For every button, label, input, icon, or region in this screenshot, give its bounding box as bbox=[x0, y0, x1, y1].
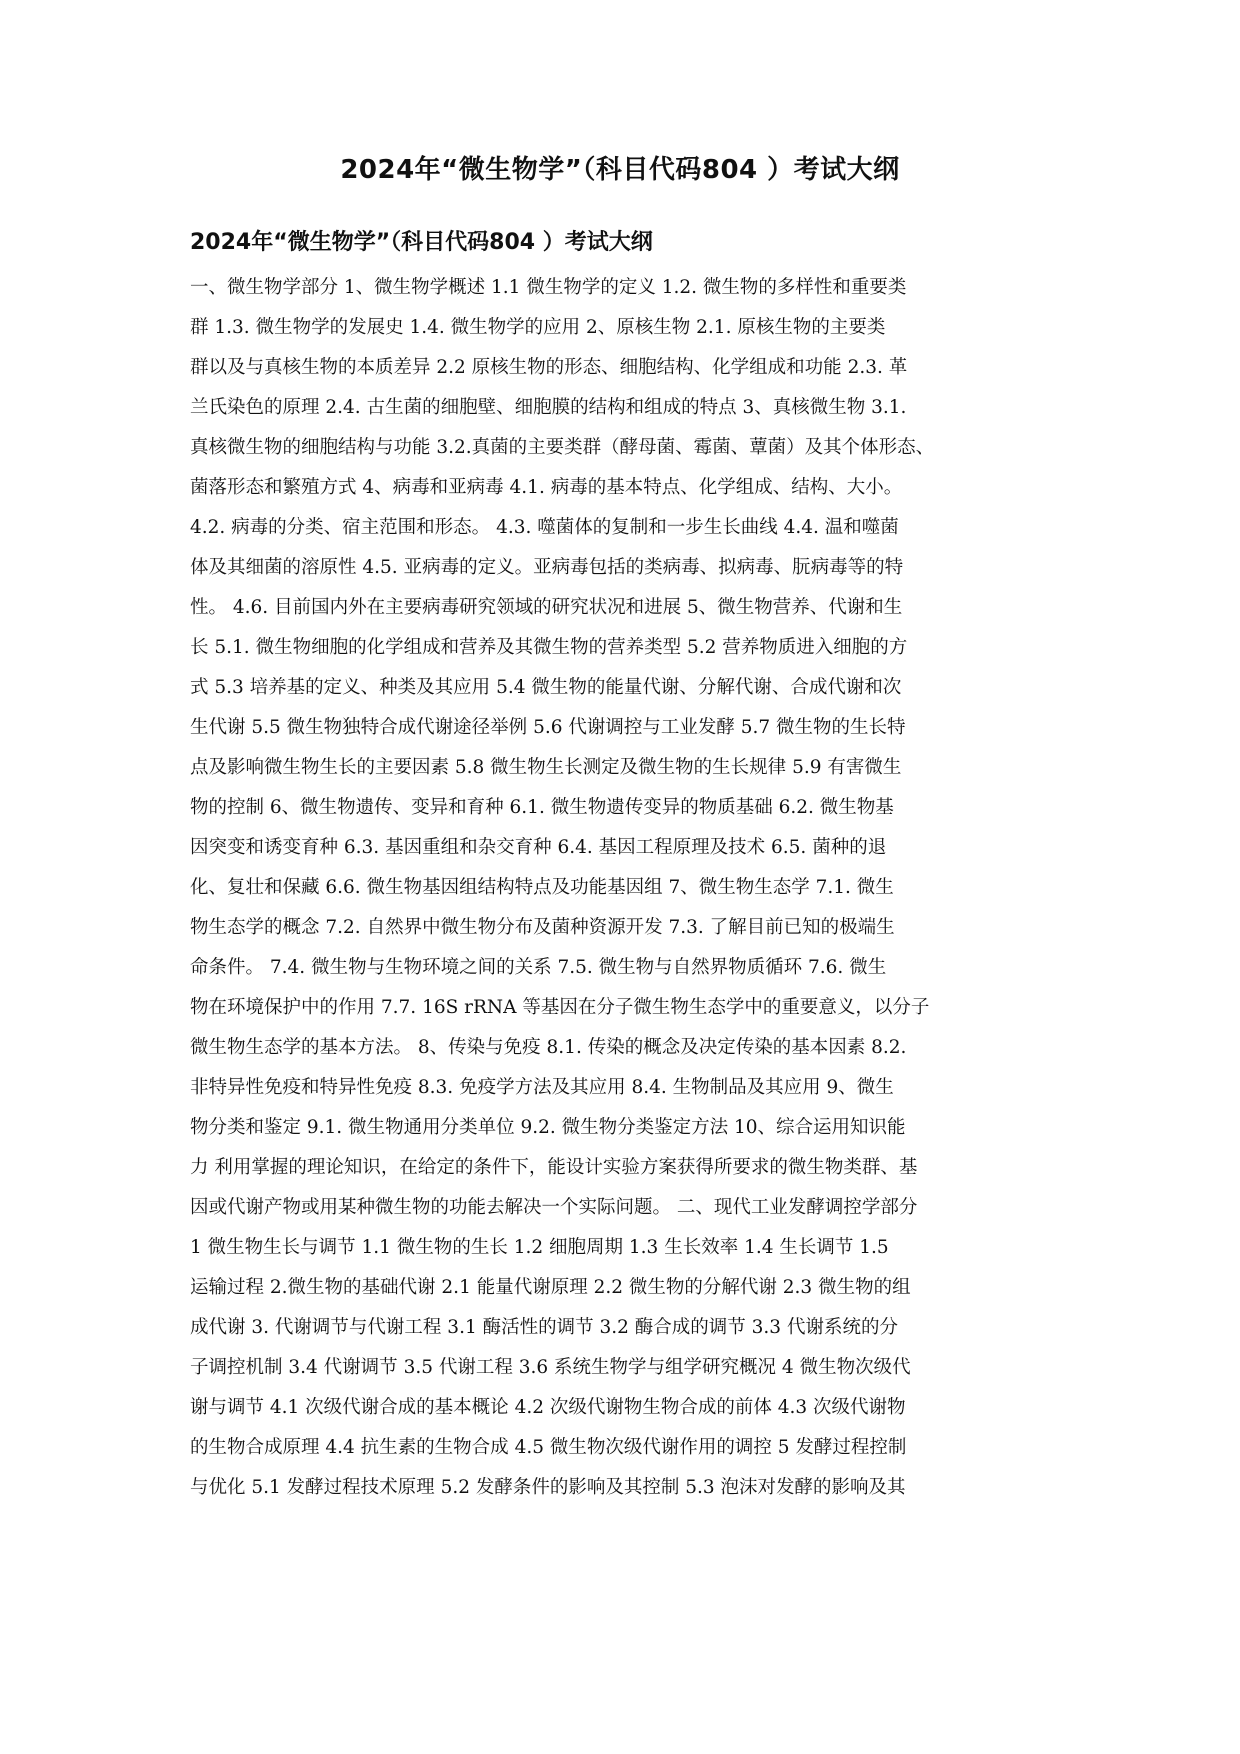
body-line: 子调控机制 3.4 代谢调节 3.5 代谢工程 3.6 系统生物学与组学研究概况 4 微生物次级代 bbox=[190, 1357, 911, 1378]
body-line: 物在环境保护中的作用 7.7. 16S rRNA 等基因在分子微生物生态学中的重要意义，以分子 bbox=[190, 997, 930, 1018]
body-line: 式 5.3 培养基的定义、种类及其应用 5.4 微生物的能量代谢、分解代谢、合成代谢和次 bbox=[190, 677, 902, 698]
body-line: 群以及与真核生物的本质差异 2.2 原核生物的形态、细胞结构、化学组成和功能 2.3. 革 bbox=[190, 357, 908, 378]
body-line: 与优化 5.1 发酵过程技术原理 5.2 发酵条件的影响及其控制 5.3 泡沫对发酵的影响及其 bbox=[190, 1477, 906, 1498]
body-line: 非特异性免疫和特异性免疫 8.3. 免疫学方法及其应用 8.4. 生物制品及其应用 9、微生 bbox=[190, 1077, 894, 1098]
body-line: 物生态学的概念 7.2. 自然界中微生物分布及菌种资源开发 7.3. 了解目前已知的极端生 bbox=[190, 917, 895, 938]
body-line: 生代谢 5.5 微生物独特合成代谢途径举例 5.6 代谢调控与工业发酵 5.7 微生物的生长特 bbox=[190, 717, 906, 738]
body-line: 因或代谢产物或用某种微生物的功能去解决一个实际问题。 二、现代工业发酵调控学部分 bbox=[190, 1197, 918, 1218]
body-line: 点及影响微生物生长的主要因素 5.8 微生物生长测定及微生物的生长规律 5.9 有害微生 bbox=[190, 757, 902, 778]
body-line: 谢与调节 4.1 次级代谢合成的基本概论 4.2 次级代谢物生物合成的前体 4.3 次级代谢物 bbox=[190, 1397, 906, 1418]
body-line: 微生物生态学的基本方法。 8、传染与免疫 8.1. 传染的概念及决定传染的基本因素 8.2. bbox=[190, 1037, 907, 1058]
body-line: 力 利用掌握的理论知识，在给定的条件下，能设计实验方案获得所要求的微生物类群、基 bbox=[190, 1157, 918, 1178]
body-line: 4.2. 病毒的分类、宿主范围和形态。 4.3. 噬菌体的复制和一步生长曲线 4.4. 温和噬菌 bbox=[190, 517, 899, 538]
body-line: 的生物合成原理 4.4 抗生素的生物合成 4.5 微生物次级代谢作用的调控 5 发酵过程控制 bbox=[190, 1437, 907, 1458]
body-line: 命条件。 7.4. 微生物与生物环境之间的关系 7.5. 微生物与自然界物质循环 7.6. 微生 bbox=[190, 957, 887, 978]
body-line: 菌落形态和繁殖方式 4、病毒和亚病毒 4.1. 病毒的基本特点、化学组成、结构、大小。 bbox=[190, 477, 903, 498]
body-line: 群 1.3. 微生物学的发展史 1.4. 微生物学的应用 2、原核生物 2.1. 原核生物的主要类 bbox=[190, 317, 886, 338]
body-line: 因突变和诱变育种 6.3. 基因重组和杂交育种 6.4. 基因工程原理及技术 6.5. 菌种的退 bbox=[190, 837, 887, 858]
body-line: 长 5.1. 微生物细胞的化学组成和营养及其微生物的营养类型 5.2 营养物质进入细胞的方 bbox=[190, 637, 908, 658]
body-line: 真核微生物的细胞结构与功能 3.2.真菌的主要类群（酵母菌、霉菌、蕈菌）及其个体形态、 bbox=[190, 437, 935, 458]
body-line: 兰氏染色的原理 2.4. 古生菌的细胞壁、细胞膜的结构和组成的特点 3、真核微生物 3.1. bbox=[190, 397, 907, 418]
body-line: 1 微生物生长与调节 1.1 微生物的生长 1.2 细胞周期 1.3 生长效率 1.4 生长调节 1.5 bbox=[190, 1237, 889, 1258]
body-line: 性。 4.6. 目前国内外在主要病毒研究领域的研究状况和进展 5、微生物营养、代谢和生 bbox=[190, 597, 903, 618]
body-line: 化、复壮和保藏 6.6. 微生物基因组结构特点及功能基因组 7、微生物生态学 7.1. 微生 bbox=[190, 877, 894, 898]
body-line: 物的控制 6、微生物遗传、变异和育种 6.1. 微生物遗传变异的物质基础 6.2. 微生物基 bbox=[190, 797, 894, 818]
body-line: 一、微生物学部分 1、微生物学概述 1.1 微生物学的定义 1.2. 微生物的多样性和重要类 bbox=[190, 277, 907, 298]
syllabus-body bbox=[190, 268, 1050, 1508]
body-line: 物分类和鉴定 9.1. 微生物通用分类单位 9.2. 微生物分类鉴定方法 10、综合运用知识能 bbox=[190, 1117, 906, 1138]
document-title: 2024年“微生物学”（科目代码804 ）考试大纲 bbox=[340, 155, 900, 185]
section-heading: 2024年“微生物学”（科目代码804 ）考试大纲 bbox=[190, 230, 653, 255]
body-line: 体及其细菌的溶原性 4.5. 亚病毒的定义。亚病毒包括的类病毒、拟病毒、朊病毒等的特 bbox=[190, 557, 904, 578]
body-line: 成代谢 3. 代谢调节与代谢工程 3.1 酶活性的调节 3.2 酶合成的调节 3.3 代谢系统的分 bbox=[190, 1317, 898, 1338]
body-line: 运输过程 2.微生物的基础代谢 2.1 能量代谢原理 2.2 微生物的分解代谢 2.3 微生物的组 bbox=[190, 1277, 911, 1298]
